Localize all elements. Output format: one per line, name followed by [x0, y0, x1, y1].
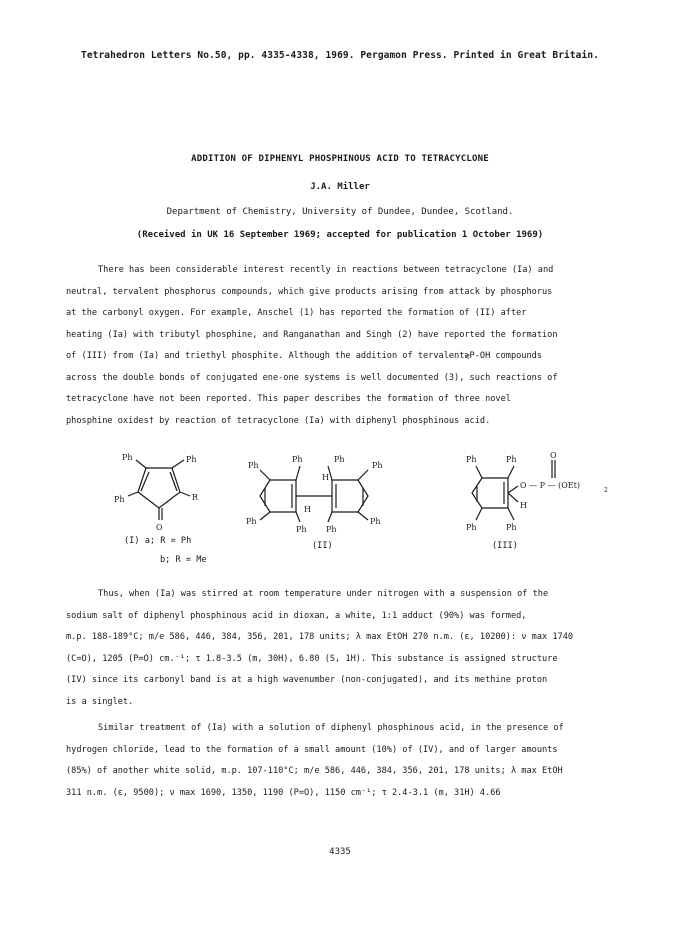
- label-ph: Ph: [114, 495, 125, 504]
- page-number: 4335: [329, 847, 351, 857]
- label-r: R: [192, 493, 199, 502]
- label-ph: Ph: [248, 461, 259, 470]
- label-ph: Ph: [186, 455, 197, 464]
- structure-I-ring: [128, 460, 190, 520]
- text-line: (IV) since its carbonyl band is at a high wavenumber (non-conjugated), and its methine proton: [66, 675, 548, 685]
- received-note: (Received in UK 16 September 1969; accepted for publication 1 October 1969): [136, 230, 544, 240]
- label-h: H: [304, 505, 311, 514]
- structure-II-rings: [260, 466, 368, 522]
- text-line: is a singlet.: [66, 696, 134, 707]
- label-oxygen: O: [550, 451, 557, 460]
- caption-structure-II: (II): [312, 541, 333, 551]
- structure-III-ring: [472, 460, 555, 520]
- text-line: Similar treatment of (Ia) with a solution of diphenyl phosphinous acid, in the presence of: [98, 723, 564, 733]
- label-h: H: [322, 473, 329, 482]
- label-ph: Ph: [326, 525, 337, 534]
- text-line: of (III) from (Ia) and triethyl phosphite. Although the addition of tervalent≷P-OH compounds: [66, 351, 542, 361]
- text-line: at the carbonyl oxygen. For example, Anschel (1) has reported the formation of (II) after: [66, 308, 527, 318]
- label-subscript: 2: [604, 487, 608, 494]
- label-ph: Ph: [372, 461, 383, 470]
- text-line: m.p. 188-189°C; m/e 586, 446, 384, 356, 201, 178 units; λ max EtOH 270 n.m. (ε, 10200): ν max 1740: [66, 632, 574, 642]
- journal-header: Tetrahedron Letters No.50, pp. 4335-4338, 1969. Pergamon Press. Printed in Great Britain.: [81, 50, 599, 61]
- label-ph: Ph: [292, 455, 303, 464]
- label-o-p-oet: O — P — (OEt): [520, 481, 580, 490]
- text-line: (85%) of another white solid, m.p. 107-110°C; m/e 586, 446, 384, 356, 201, 178 units; λ max EtOH: [66, 766, 563, 776]
- caption-structure-III: (III): [492, 541, 518, 551]
- text-line: heating (Ia) with tributyl phosphine, and Ranganathan and Singh (2) have reported the formation: [66, 329, 558, 340]
- article-title: ADDITION OF DIPHENYL PHOSPHINOUS ACID TO TETRACYCLONE: [191, 154, 489, 164]
- caption-structure-I-a: (I) a; R = Ph: [124, 536, 192, 546]
- label-ph: Ph: [506, 455, 517, 464]
- label-ph: Ph: [334, 455, 345, 464]
- label-ph: Ph: [296, 525, 307, 534]
- text-line: sodium salt of diphenyl phosphinous acid in dioxan, a white, 1:1 adduct (90%) was formed,: [66, 610, 527, 621]
- label-ph: Ph: [466, 455, 477, 464]
- paragraph-intro: [66, 260, 616, 432]
- text-line: 311 n.m. (ε, 9500); ν max 1690, 1350, 1190 (P=O), 1150 cm⁻¹; τ 2.4-3.1 (m, 31H) 4.66: [66, 787, 501, 798]
- label-ph: Ph: [122, 453, 133, 462]
- affiliation: Department of Chemistry, University of Dundee, Dundee, Scotland.: [166, 207, 514, 217]
- label-ph: Ph: [466, 523, 477, 532]
- text-line: phosphine oxides† by reaction of tetracyclone (Ia) with diphenyl phosphinous acid.: [66, 415, 491, 426]
- label-ph: Ph: [370, 517, 381, 526]
- text-line: neutral, tervalent phosphorus compounds, which give products arising from attack by phosphorus: [66, 286, 553, 297]
- text-line: tetracyclone have not been reported. This paper describes the formation of three novel: [66, 394, 511, 404]
- paragraph-results-1: [66, 584, 616, 713]
- label-ph: Ph: [506, 523, 517, 532]
- text-line: across the double bonds of conjugated ene-one systems is well documented (3), such reactions of: [66, 372, 558, 383]
- text-line: (C=O), 1205 (P=O) cm.⁻¹; τ 1.8-3.5 (m, 30H), 6.80 (S, 1H). This substance is assigned structure: [66, 653, 558, 664]
- label-ph: Ph: [246, 517, 257, 526]
- text-line: Thus, when (Ia) was stirred at room temperature under nitrogen with a suspension of the: [98, 589, 549, 599]
- paragraph-results-2: [66, 718, 616, 804]
- author: J.A. Miller: [310, 182, 370, 192]
- text-line: There has been considerable interest recently in reactions between tetracyclone (Ia) and: [98, 265, 554, 275]
- text-line: hydrogen chloride, lead to the formation of a small amount (10%) of (IV), and of larger amounts: [66, 744, 558, 755]
- caption-structure-I-b: b; R = Me: [160, 555, 207, 565]
- label-h: H: [520, 501, 527, 510]
- label-oxygen: O: [156, 523, 163, 532]
